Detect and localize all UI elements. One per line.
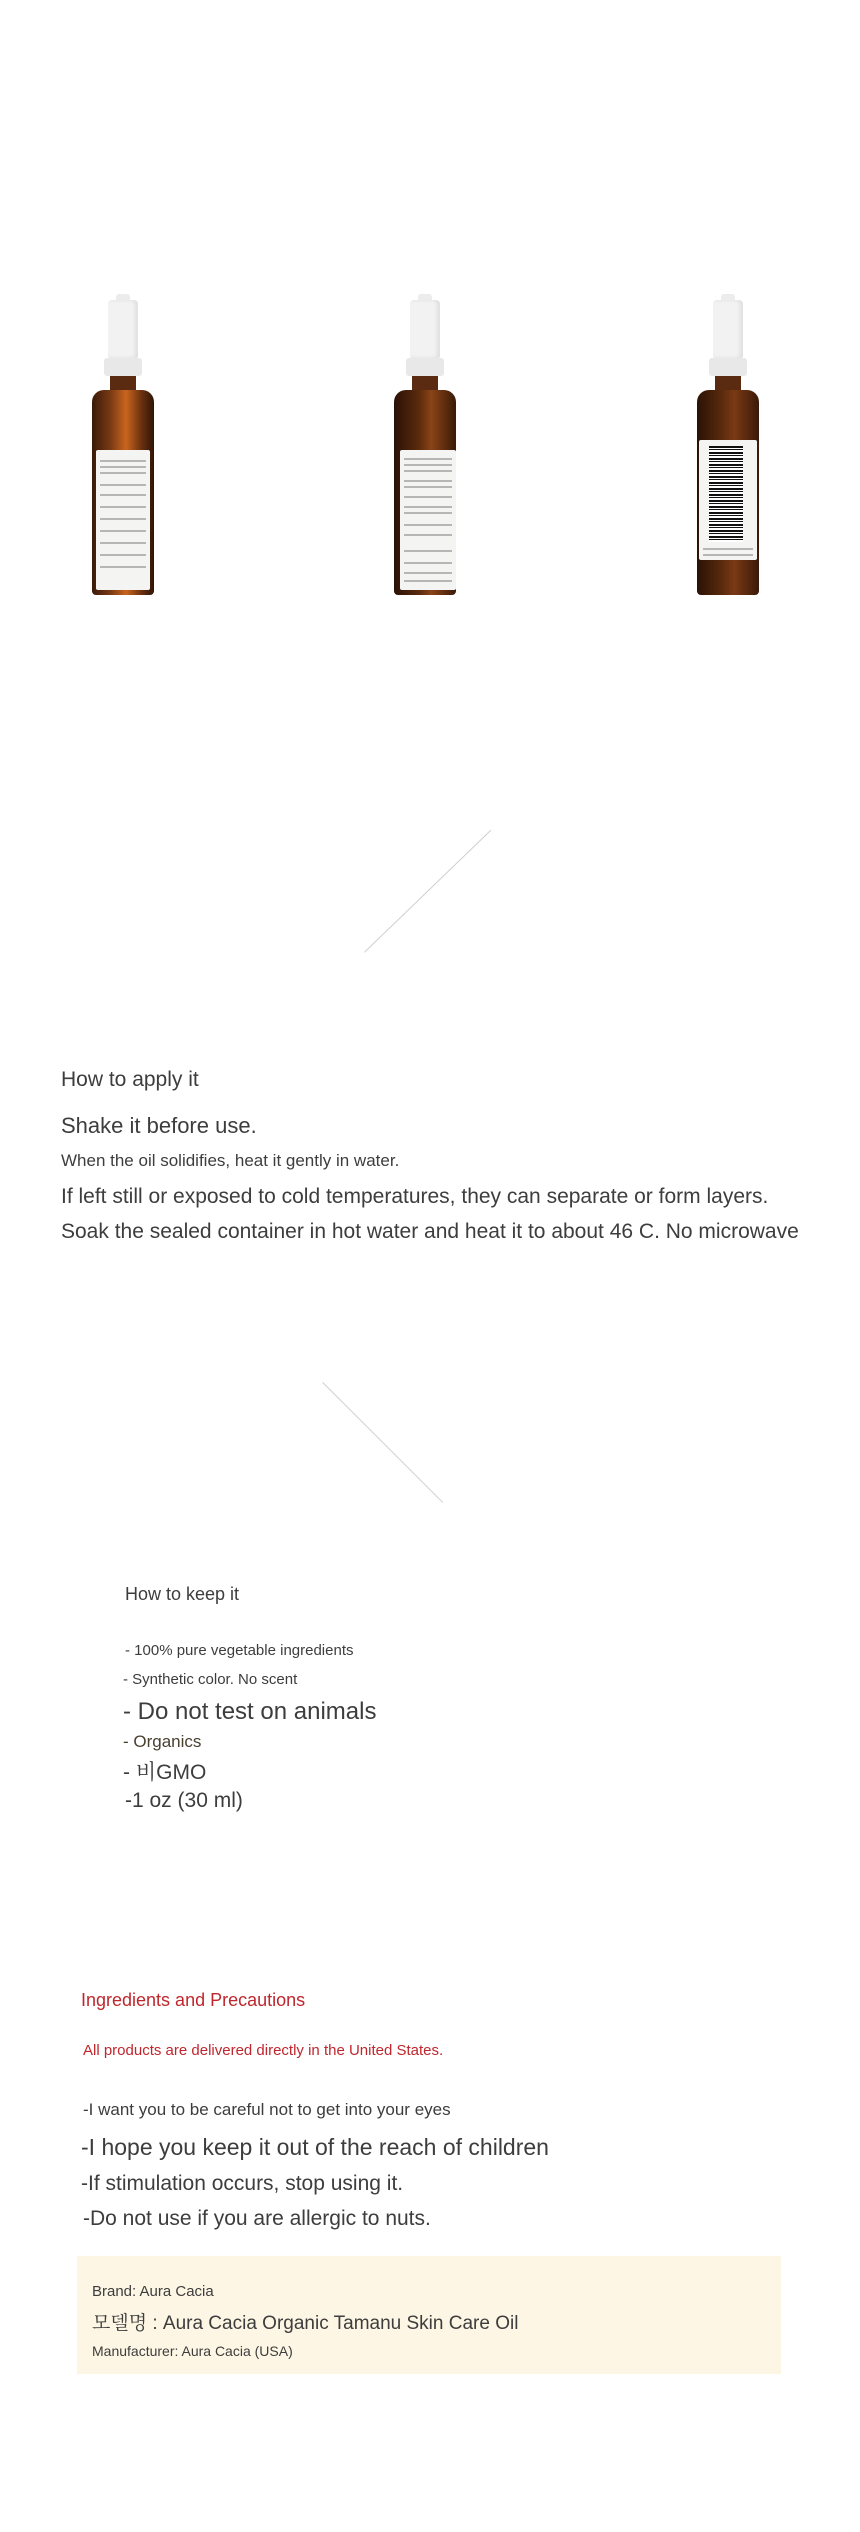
keep-item: - 100% pure vegetable ingredients [125, 1642, 354, 1659]
apply-line: If left still or exposed to cold temperatures, they can separate or form layers. [61, 1185, 769, 1208]
precaution-line: -Do not use if you are allergic to nuts. [83, 2207, 431, 2230]
ingredients-title: Ingredients and Precautions [81, 1990, 306, 2010]
decorative-divider [364, 830, 491, 953]
keep-item: - 비GMO [123, 1761, 207, 1784]
precaution-line: -I want you to be careful not to get into your eyes [83, 2100, 451, 2119]
product-photo-side [390, 300, 460, 600]
product-photo-front [88, 300, 158, 600]
keep-item: - Synthetic color. No scent [123, 1671, 298, 1688]
keep-title: How to keep it [125, 1584, 240, 1604]
apply-title: How to apply it [61, 1068, 199, 1091]
model-label: 모델명 : Aura Cacia Organic Tamanu Skin Care Oil [92, 2313, 519, 2334]
decorative-divider [322, 1382, 443, 1503]
delivery-notice: All products are delivered directly in the United States. [83, 2042, 444, 2059]
manufacturer-label: Manufacturer: Aura Cacia (USA) [92, 2343, 293, 2359]
product-photo-back [693, 300, 763, 600]
keep-item: -1 oz (30 ml) [125, 1789, 243, 1812]
apply-line: Soak the sealed container in hot water and heat it to about 46 C. No microwave [61, 1220, 799, 1243]
keep-item: - Organics [123, 1732, 202, 1751]
precaution-line: -I hope you keep it out of the reach of children [81, 2134, 549, 2160]
keep-item: - Do not test on animals [123, 1698, 377, 1725]
precaution-line: -If stimulation occurs, stop using it. [81, 2172, 404, 2195]
product-info-box [77, 2256, 781, 2374]
brand-label: Brand: Aura Cacia [92, 2283, 214, 2300]
apply-line: When the oil solidifies, heat it gently in water. [61, 1151, 400, 1170]
apply-line: Shake it before use. [61, 1113, 257, 1138]
